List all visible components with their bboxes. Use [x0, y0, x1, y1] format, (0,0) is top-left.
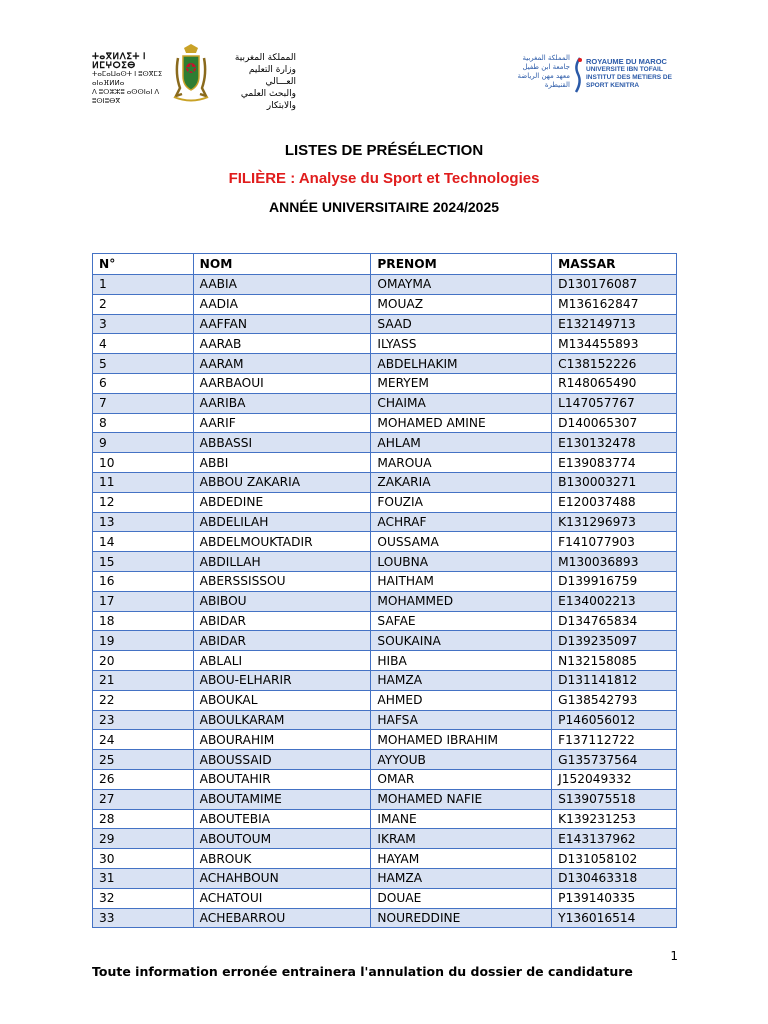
cell-prenom: SOUKAINA	[371, 631, 552, 651]
table-body	[93, 275, 677, 928]
ministry-arabic-line-1: المملكة المغربية	[234, 53, 296, 63]
cell-nom: ABOURAHIM	[193, 730, 371, 750]
cell-nom: ABOUSSAID	[193, 750, 371, 770]
document-title: LISTES DE PRÉSÉLECTION	[284, 142, 484, 159]
cell-prenom: MAROUA	[371, 453, 552, 473]
amazigh-line-1: ⵜⴰⴳⵍⴷⵉⵜ ⵏ ⵍⵎⵖⵔⵉⴱ	[92, 51, 147, 70]
cell-prenom: SAAD	[371, 314, 552, 334]
cell-prenom: LOUBNA	[371, 552, 552, 572]
table-row	[93, 651, 677, 671]
cell-massar: S139075518	[552, 789, 677, 809]
cell-prenom: HAMZA	[371, 670, 552, 690]
table-row	[93, 789, 677, 809]
cell-nom: ABBI	[193, 453, 371, 473]
cell-massar: G135737564	[552, 750, 677, 770]
cell-number: 32	[93, 888, 194, 908]
table-row	[93, 552, 677, 572]
table-row	[93, 730, 677, 750]
cell-prenom: ZAKARIA	[371, 472, 552, 492]
table-row	[93, 690, 677, 710]
cell-massar: D131141812	[552, 670, 677, 690]
university-french-line-3: INSTITUT DES METIERS DE	[586, 74, 672, 81]
cell-nom: ABIBOU	[193, 591, 371, 611]
cell-massar: D130176087	[552, 275, 677, 295]
cell-prenom: MOHAMED IBRAHIM	[371, 730, 552, 750]
cell-number: 14	[93, 532, 194, 552]
cell-prenom: ABDELHAKIM	[371, 354, 552, 374]
table-row	[93, 611, 677, 631]
moroccan-coat-of-arms-icon	[170, 44, 212, 102]
cell-nom: ABOU-ELHARIR	[193, 670, 371, 690]
table-row	[93, 829, 677, 849]
cell-number: 12	[93, 492, 194, 512]
page-number: 1	[670, 949, 678, 963]
table-row	[93, 849, 677, 869]
university-emblem-icon	[572, 56, 584, 94]
cell-prenom: HAYAM	[371, 849, 552, 869]
cell-prenom: AHMED	[371, 690, 552, 710]
cell-nom: ABDELILAH	[193, 512, 371, 532]
cell-massar: E143137962	[552, 829, 677, 849]
table-row	[93, 433, 677, 453]
cell-massar: E130132478	[552, 433, 677, 453]
cell-massar: D131058102	[552, 849, 677, 869]
table-row	[93, 354, 677, 374]
cell-nom: ABDILLAH	[193, 552, 371, 572]
cell-nom: ABOUKAL	[193, 690, 371, 710]
cell-nom: ABDEDINE	[193, 492, 371, 512]
header-nom: NOM	[193, 254, 371, 275]
table-row	[93, 492, 677, 512]
university-arabic-text	[498, 54, 570, 90]
ministry-arabic-line-3: والبحث العلمي والابتكار	[240, 89, 296, 111]
cell-nom: ACHAHBOUN	[193, 868, 371, 888]
ministry-logo-block	[92, 44, 296, 111]
cell-number: 18	[93, 611, 194, 631]
university-arabic-line-1: المملكة المغربية	[522, 54, 570, 62]
cell-number: 1	[93, 275, 194, 295]
table-row	[93, 769, 677, 789]
cell-massar: D139235097	[552, 631, 677, 651]
table-row	[93, 294, 677, 314]
university-arabic-line-2: جامعة ابن طفيل	[522, 63, 570, 71]
table-header-row	[93, 254, 677, 275]
university-arabic-line-4: القنيطرة	[544, 81, 570, 89]
cell-prenom: HAITHAM	[371, 571, 552, 591]
cell-number: 30	[93, 849, 194, 869]
cell-number: 26	[93, 769, 194, 789]
cell-massar: G138542793	[552, 690, 677, 710]
cell-number: 3	[93, 314, 194, 334]
cell-massar: F141077903	[552, 532, 677, 552]
cell-prenom: ACHRAF	[371, 512, 552, 532]
cell-massar: R148065490	[552, 373, 677, 393]
cell-nom: ABBOU ZAKARIA	[193, 472, 371, 492]
cell-massar: J152049332	[552, 769, 677, 789]
table-row	[93, 314, 677, 334]
table-row	[93, 512, 677, 532]
academic-year-title: ANNÉE UNIVERSITAIRE 2024/2025	[268, 199, 500, 215]
cell-number: 31	[93, 868, 194, 888]
cell-massar: P139140335	[552, 888, 677, 908]
cell-number: 29	[93, 829, 194, 849]
cell-massar: Y136016514	[552, 908, 677, 928]
cell-number: 27	[93, 789, 194, 809]
cell-prenom: ILYASS	[371, 334, 552, 354]
cell-prenom: FOUZIA	[371, 492, 552, 512]
cell-prenom: MERYEM	[371, 373, 552, 393]
cell-nom: AARAB	[193, 334, 371, 354]
cell-number: 15	[93, 552, 194, 572]
cell-prenom: CHAIMA	[371, 393, 552, 413]
cell-prenom: NOUREDDINE	[371, 908, 552, 928]
cell-prenom: OUSSAMA	[371, 532, 552, 552]
cell-massar: M134455893	[552, 334, 677, 354]
cell-nom: ABLALI	[193, 651, 371, 671]
header-prenom: PRENOM	[371, 254, 552, 275]
table-row	[93, 908, 677, 928]
cell-nom: AARBAOUI	[193, 373, 371, 393]
cell-number: 7	[93, 393, 194, 413]
cell-prenom: IMANE	[371, 809, 552, 829]
table-row	[93, 750, 677, 770]
table-row	[93, 809, 677, 829]
cell-massar: K131296973	[552, 512, 677, 532]
cell-nom: AARIF	[193, 413, 371, 433]
page-header	[0, 0, 768, 110]
university-french-line-2: UNIVERSITE IBN TOFAIL	[586, 66, 663, 73]
cell-massar: B130003271	[552, 472, 677, 492]
cell-number: 22	[93, 690, 194, 710]
cell-prenom: SAFAE	[371, 611, 552, 631]
cell-prenom: HAMZA	[371, 868, 552, 888]
table-row	[93, 631, 677, 651]
table-row	[93, 571, 677, 591]
cell-number: 20	[93, 651, 194, 671]
footer-note: Toute information erronée entrainera l'annulation du dossier de candidature	[92, 964, 633, 979]
table-row	[93, 413, 677, 433]
cell-number: 28	[93, 809, 194, 829]
header-number: N°	[93, 254, 194, 275]
cell-prenom: OMAYMA	[371, 275, 552, 295]
cell-prenom: OMAR	[371, 769, 552, 789]
cell-massar: M130036893	[552, 552, 677, 572]
ministry-arabic-text	[216, 52, 296, 112]
cell-number: 19	[93, 631, 194, 651]
cell-prenom: MOHAMED NAFIE	[371, 789, 552, 809]
preselection-table	[92, 253, 677, 928]
cell-nom: ABBASSI	[193, 433, 371, 453]
cell-prenom: DOUAE	[371, 888, 552, 908]
amazigh-line-3: ⴷ ⵓⵔⵣⵣⵓ ⴰⵙⵙⵏⴰⵏ ⴷ ⵓⵙⵏⵓⴱⴳ	[92, 89, 160, 105]
cell-nom: AADIA	[193, 294, 371, 314]
cell-nom: ACHEBARROU	[193, 908, 371, 928]
cell-nom: AARIBA	[193, 393, 371, 413]
cell-nom: ABOUTAHIR	[193, 769, 371, 789]
filiere-title: FILIÈRE : Analyse du Sport et Technologies	[228, 170, 540, 187]
cell-number: 13	[93, 512, 194, 532]
cell-prenom: AYYOUB	[371, 750, 552, 770]
table-row	[93, 591, 677, 611]
cell-massar: N132158085	[552, 651, 677, 671]
cell-number: 8	[93, 413, 194, 433]
cell-massar: L147057767	[552, 393, 677, 413]
cell-prenom: AHLAM	[371, 433, 552, 453]
cell-number: 5	[93, 354, 194, 374]
cell-nom: ABOUTOUM	[193, 829, 371, 849]
cell-nom: ABROUK	[193, 849, 371, 869]
amazigh-line-2: ⵜⴰⵎⴰⵡⴰⵙⵜ ⵏ ⵓⵙⴳⵎⵉ ⴰⵏⴰⴼⵍⵍⴰ	[92, 71, 163, 87]
cell-number: 16	[93, 571, 194, 591]
cell-massar: D130463318	[552, 868, 677, 888]
cell-massar: E132149713	[552, 314, 677, 334]
cell-nom: ABIDAR	[193, 631, 371, 651]
cell-number: 2	[93, 294, 194, 314]
cell-massar: K139231253	[552, 809, 677, 829]
cell-massar: M136162847	[552, 294, 677, 314]
cell-massar: E120037488	[552, 492, 677, 512]
university-french-text	[586, 58, 672, 90]
header-massar: MASSAR	[552, 254, 677, 275]
cell-number: 6	[93, 373, 194, 393]
university-french-line-1: ROYAUME DU MAROC	[586, 57, 667, 66]
cell-number: 11	[93, 472, 194, 492]
cell-massar: D140065307	[552, 413, 677, 433]
cell-nom: AARAM	[193, 354, 371, 374]
cell-massar: P146056012	[552, 710, 677, 730]
cell-massar: D134765834	[552, 611, 677, 631]
cell-nom: ABOUTEBIA	[193, 809, 371, 829]
amazigh-ministry-text	[92, 52, 172, 106]
ministry-arabic-line-2: وزارة التعليم العـــالي	[248, 65, 296, 87]
cell-prenom: MOUAZ	[371, 294, 552, 314]
cell-number: 21	[93, 670, 194, 690]
cell-massar: D139916759	[552, 571, 677, 591]
table-row	[93, 868, 677, 888]
cell-massar: E134002213	[552, 591, 677, 611]
cell-number: 10	[93, 453, 194, 473]
cell-prenom: MOHAMED AMINE	[371, 413, 552, 433]
cell-nom: AAFFAN	[193, 314, 371, 334]
cell-number: 24	[93, 730, 194, 750]
cell-nom: ACHATOUI	[193, 888, 371, 908]
table-row	[93, 275, 677, 295]
table-row	[93, 710, 677, 730]
cell-number: 25	[93, 750, 194, 770]
cell-nom: ABDELMOUKTADIR	[193, 532, 371, 552]
table-row	[93, 472, 677, 492]
table-row	[93, 393, 677, 413]
cell-number: 17	[93, 591, 194, 611]
table-row	[93, 532, 677, 552]
cell-nom: ABOUTAMIME	[193, 789, 371, 809]
table-row	[93, 888, 677, 908]
table-row	[93, 334, 677, 354]
cell-prenom: HAFSA	[371, 710, 552, 730]
cell-prenom: HIBA	[371, 651, 552, 671]
university-logo-block	[498, 54, 688, 100]
cell-nom: ABERSSISSOU	[193, 571, 371, 591]
cell-nom: AABIA	[193, 275, 371, 295]
cell-massar: F137112722	[552, 730, 677, 750]
cell-prenom: MOHAMMED	[371, 591, 552, 611]
table-row	[93, 453, 677, 473]
cell-nom: ABIDAR	[193, 611, 371, 631]
cell-nom: ABOULKARAM	[193, 710, 371, 730]
cell-prenom: IKRAM	[371, 829, 552, 849]
cell-number: 9	[93, 433, 194, 453]
cell-number: 33	[93, 908, 194, 928]
university-arabic-line-3: معهد مهن الرياضة	[517, 72, 570, 80]
university-french-line-4: SPORT KENITRA	[586, 82, 640, 89]
cell-number: 4	[93, 334, 194, 354]
table-row	[93, 373, 677, 393]
cell-massar: C138152226	[552, 354, 677, 374]
cell-massar: E139083774	[552, 453, 677, 473]
table-row	[93, 670, 677, 690]
cell-number: 23	[93, 710, 194, 730]
